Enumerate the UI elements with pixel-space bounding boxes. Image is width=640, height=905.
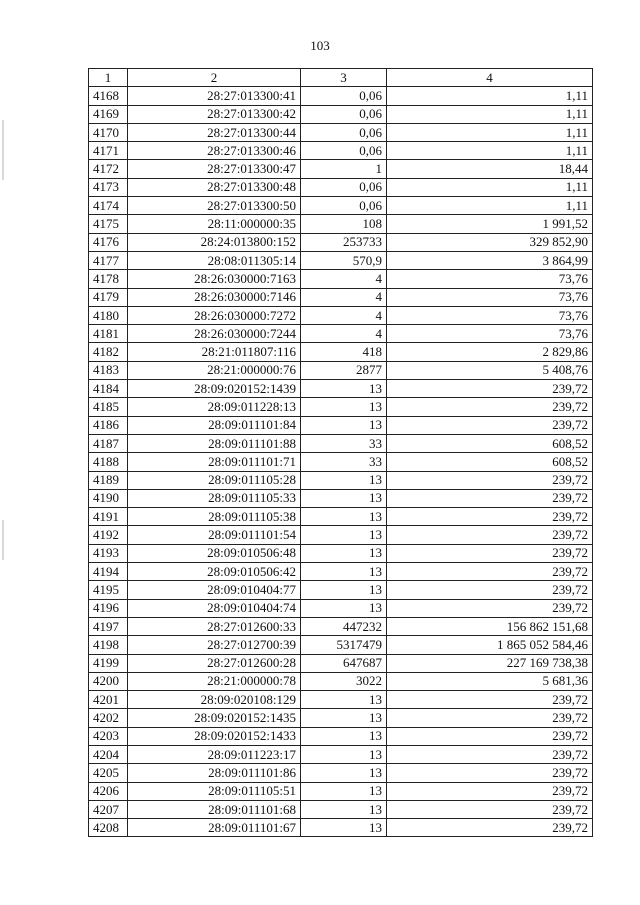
value-cell: 5 408,76 [387, 361, 593, 379]
area-cell: 0,06 [301, 142, 387, 160]
table-row [89, 636, 593, 654]
table-row [89, 288, 593, 306]
area-cell: 33 [301, 434, 387, 452]
value-cell: 3 864,99 [387, 251, 593, 269]
page-number: 103 [310, 38, 330, 53]
value-cell: 239,72 [387, 380, 593, 398]
table-header-row [89, 69, 593, 87]
row-number-cell: 4192 [89, 526, 128, 544]
value-cell: 1,11 [387, 178, 593, 196]
table-row [89, 709, 593, 727]
area-cell: 13 [301, 398, 387, 416]
cadastral-number-cell: 28:09:011223:17 [128, 745, 301, 763]
table-row [89, 343, 593, 361]
area-cell: 4 [301, 270, 387, 288]
table-row [89, 599, 593, 617]
value-cell: 227 169 738,38 [387, 654, 593, 672]
row-number-cell: 4177 [89, 251, 128, 269]
cadastral-number-cell: 28:26:030000:7163 [128, 270, 301, 288]
cadastral-number-cell: 28:09:020152:1433 [128, 727, 301, 745]
table-row [89, 727, 593, 745]
row-number-cell: 4194 [89, 563, 128, 581]
area-cell: 4 [301, 288, 387, 306]
value-cell: 239,72 [387, 782, 593, 800]
row-number-cell: 4203 [89, 727, 128, 745]
cadastral-number-cell: 28:27:012700:39 [128, 636, 301, 654]
cadastral-number-cell: 28:21:000000:78 [128, 672, 301, 690]
table-row [89, 471, 593, 489]
row-number-cell: 4202 [89, 709, 128, 727]
cadastral-number-cell: 28:09:011105:33 [128, 489, 301, 507]
value-cell: 239,72 [387, 745, 593, 763]
cadastral-number-cell: 28:09:010404:77 [128, 581, 301, 599]
row-number-cell: 4173 [89, 178, 128, 196]
row-number-cell: 4201 [89, 691, 128, 709]
table-row [89, 489, 593, 507]
area-cell: 13 [301, 380, 387, 398]
row-number-cell: 4191 [89, 508, 128, 526]
table-row [89, 178, 593, 196]
table-row [89, 581, 593, 599]
table-row [89, 160, 593, 178]
value-cell: 239,72 [387, 764, 593, 782]
table-row [89, 544, 593, 562]
row-number-cell: 4188 [89, 453, 128, 471]
value-cell: 1 865 052 584,46 [387, 636, 593, 654]
row-number-cell: 4190 [89, 489, 128, 507]
value-cell: 1 991,52 [387, 215, 593, 233]
cadastral-number-cell: 28:09:010404:74 [128, 599, 301, 617]
value-cell: 1,11 [387, 105, 593, 123]
value-cell: 1,11 [387, 197, 593, 215]
row-number-cell: 4169 [89, 105, 128, 123]
table-row [89, 123, 593, 141]
row-number-cell: 4208 [89, 819, 128, 837]
row-number-cell: 4170 [89, 123, 128, 141]
area-cell: 13 [301, 819, 387, 837]
table-row [89, 105, 593, 123]
area-cell: 447232 [301, 617, 387, 635]
area-cell: 13 [301, 599, 387, 617]
table-row [89, 508, 593, 526]
value-cell: 608,52 [387, 453, 593, 471]
cadastral-number-cell: 28:27:013300:42 [128, 105, 301, 123]
table-row [89, 270, 593, 288]
column-header: 3 [301, 69, 387, 87]
value-cell: 73,76 [387, 270, 593, 288]
area-cell: 13 [301, 782, 387, 800]
row-number-cell: 4206 [89, 782, 128, 800]
table-row [89, 617, 593, 635]
area-cell: 5317479 [301, 636, 387, 654]
cadastral-number-cell: 28:27:013300:46 [128, 142, 301, 160]
value-cell: 2 829,86 [387, 343, 593, 361]
table-row [89, 819, 593, 837]
area-cell: 13 [301, 691, 387, 709]
value-cell: 239,72 [387, 709, 593, 727]
cadastral-number-cell: 28:26:030000:7272 [128, 306, 301, 324]
table-row [89, 453, 593, 471]
table-row [89, 416, 593, 434]
row-number-cell: 4176 [89, 233, 128, 251]
cadastral-number-cell: 28:11:000000:35 [128, 215, 301, 233]
area-cell: 13 [301, 709, 387, 727]
table-row [89, 526, 593, 544]
row-number-cell: 4197 [89, 617, 128, 635]
value-cell: 239,72 [387, 599, 593, 617]
table-row [89, 398, 593, 416]
cadastral-number-cell: 28:26:030000:7244 [128, 325, 301, 343]
cadastral-number-cell: 28:21:011807:116 [128, 343, 301, 361]
area-cell: 3022 [301, 672, 387, 690]
table-row [89, 87, 593, 105]
value-cell: 239,72 [387, 489, 593, 507]
table-row [89, 691, 593, 709]
row-number-cell: 4180 [89, 306, 128, 324]
scan-edge-mark [2, 120, 4, 180]
value-cell: 239,72 [387, 544, 593, 562]
table-row [89, 782, 593, 800]
value-cell: 239,72 [387, 508, 593, 526]
cadastral-number-cell: 28:21:000000:76 [128, 361, 301, 379]
row-number-cell: 4171 [89, 142, 128, 160]
value-cell: 329 852,90 [387, 233, 593, 251]
table-row [89, 745, 593, 763]
value-cell: 239,72 [387, 526, 593, 544]
value-cell: 1,11 [387, 142, 593, 160]
cadastral-number-cell: 28:09:011101:88 [128, 434, 301, 452]
area-cell: 2877 [301, 361, 387, 379]
cadastral-number-cell: 28:09:011101:84 [128, 416, 301, 434]
area-cell: 108 [301, 215, 387, 233]
cadastral-number-cell: 28:27:013300:50 [128, 197, 301, 215]
cadastral-number-cell: 28:09:020152:1435 [128, 709, 301, 727]
value-cell: 239,72 [387, 563, 593, 581]
area-cell: 13 [301, 526, 387, 544]
area-cell: 418 [301, 343, 387, 361]
row-number-cell: 4185 [89, 398, 128, 416]
area-cell: 253733 [301, 233, 387, 251]
cadastral-number-cell: 28:09:011228:13 [128, 398, 301, 416]
table-row [89, 251, 593, 269]
area-cell: 570,9 [301, 251, 387, 269]
value-cell: 156 862 151,68 [387, 617, 593, 635]
cadastral-number-cell: 28:27:013300:41 [128, 87, 301, 105]
table-row [89, 325, 593, 343]
area-cell: 13 [301, 508, 387, 526]
cadastral-number-cell: 28:09:011101:67 [128, 819, 301, 837]
cadastral-number-cell: 28:27:013300:44 [128, 123, 301, 141]
cadastral-number-cell: 28:27:012600:28 [128, 654, 301, 672]
row-number-cell: 4172 [89, 160, 128, 178]
row-number-cell: 4200 [89, 672, 128, 690]
row-number-cell: 4168 [89, 87, 128, 105]
cadastral-number-cell: 28:09:010506:42 [128, 563, 301, 581]
cadastral-number-cell: 28:09:010506:48 [128, 544, 301, 562]
row-number-cell: 4183 [89, 361, 128, 379]
value-cell: 5 681,36 [387, 672, 593, 690]
table-row [89, 434, 593, 452]
row-number-cell: 4186 [89, 416, 128, 434]
value-cell: 239,72 [387, 800, 593, 818]
value-cell: 239,72 [387, 471, 593, 489]
row-number-cell: 4174 [89, 197, 128, 215]
cadastral-number-cell: 28:09:011105:38 [128, 508, 301, 526]
scan-edge-mark [2, 520, 4, 560]
cadastral-number-cell: 28:09:011105:51 [128, 782, 301, 800]
row-number-cell: 4205 [89, 764, 128, 782]
table-row [89, 142, 593, 160]
value-cell: 73,76 [387, 306, 593, 324]
value-cell: 73,76 [387, 325, 593, 343]
cadastral-number-cell: 28:09:011105:28 [128, 471, 301, 489]
table-row [89, 672, 593, 690]
table-row [89, 800, 593, 818]
cadastral-number-cell: 28:09:020152:1439 [128, 380, 301, 398]
area-cell: 1 [301, 160, 387, 178]
column-header: 4 [387, 69, 593, 87]
area-cell: 4 [301, 306, 387, 324]
row-number-cell: 4193 [89, 544, 128, 562]
table-row [89, 563, 593, 581]
cadastral-number-cell: 28:26:030000:7146 [128, 288, 301, 306]
cadastral-number-cell: 28:08:011305:14 [128, 251, 301, 269]
row-number-cell: 4175 [89, 215, 128, 233]
row-number-cell: 4207 [89, 800, 128, 818]
area-cell: 13 [301, 727, 387, 745]
row-number-cell: 4189 [89, 471, 128, 489]
area-cell: 0,06 [301, 87, 387, 105]
table-row [89, 306, 593, 324]
table-row [89, 380, 593, 398]
row-number-cell: 4195 [89, 581, 128, 599]
area-cell: 4 [301, 325, 387, 343]
area-cell: 0,06 [301, 105, 387, 123]
value-cell: 73,76 [387, 288, 593, 306]
cadastral-number-cell: 28:24:013800:152 [128, 233, 301, 251]
area-cell: 13 [301, 800, 387, 818]
area-cell: 33 [301, 453, 387, 471]
cadastral-number-cell: 28:09:011101:86 [128, 764, 301, 782]
value-cell: 239,72 [387, 416, 593, 434]
value-cell: 239,72 [387, 398, 593, 416]
cadastral-number-cell: 28:27:012600:33 [128, 617, 301, 635]
row-number-cell: 4198 [89, 636, 128, 654]
area-cell: 0,06 [301, 123, 387, 141]
table-row [89, 764, 593, 782]
table-row [89, 654, 593, 672]
column-header: 1 [89, 69, 128, 87]
cadastral-number-cell: 28:09:011101:68 [128, 800, 301, 818]
value-cell: 18,44 [387, 160, 593, 178]
area-cell: 13 [301, 416, 387, 434]
column-header: 2 [128, 69, 301, 87]
cadastral-number-cell: 28:09:020108:129 [128, 691, 301, 709]
area-cell: 13 [301, 745, 387, 763]
value-cell: 239,72 [387, 727, 593, 745]
value-cell: 1,11 [387, 123, 593, 141]
cadastral-number-cell: 28:09:011101:71 [128, 453, 301, 471]
value-cell: 1,11 [387, 87, 593, 105]
row-number-cell: 4187 [89, 434, 128, 452]
data-table [88, 68, 593, 837]
row-number-cell: 4178 [89, 270, 128, 288]
area-cell: 0,06 [301, 178, 387, 196]
table-row [89, 197, 593, 215]
table-body [89, 87, 593, 837]
value-cell: 239,72 [387, 691, 593, 709]
area-cell: 647687 [301, 654, 387, 672]
area-cell: 0,06 [301, 197, 387, 215]
cadastral-number-cell: 28:27:013300:47 [128, 160, 301, 178]
value-cell: 608,52 [387, 434, 593, 452]
row-number-cell: 4184 [89, 380, 128, 398]
value-cell: 239,72 [387, 819, 593, 837]
row-number-cell: 4182 [89, 343, 128, 361]
area-cell: 13 [301, 489, 387, 507]
table-row [89, 361, 593, 379]
value-cell: 239,72 [387, 581, 593, 599]
cadastral-number-cell: 28:27:013300:48 [128, 178, 301, 196]
area-cell: 13 [301, 581, 387, 599]
row-number-cell: 4196 [89, 599, 128, 617]
cadastral-number-cell: 28:09:011101:54 [128, 526, 301, 544]
row-number-cell: 4181 [89, 325, 128, 343]
row-number-cell: 4179 [89, 288, 128, 306]
row-number-cell: 4199 [89, 654, 128, 672]
area-cell: 13 [301, 471, 387, 489]
table-row [89, 215, 593, 233]
row-number-cell: 4204 [89, 745, 128, 763]
table-row [89, 233, 593, 251]
area-cell: 13 [301, 563, 387, 581]
area-cell: 13 [301, 544, 387, 562]
area-cell: 13 [301, 764, 387, 782]
